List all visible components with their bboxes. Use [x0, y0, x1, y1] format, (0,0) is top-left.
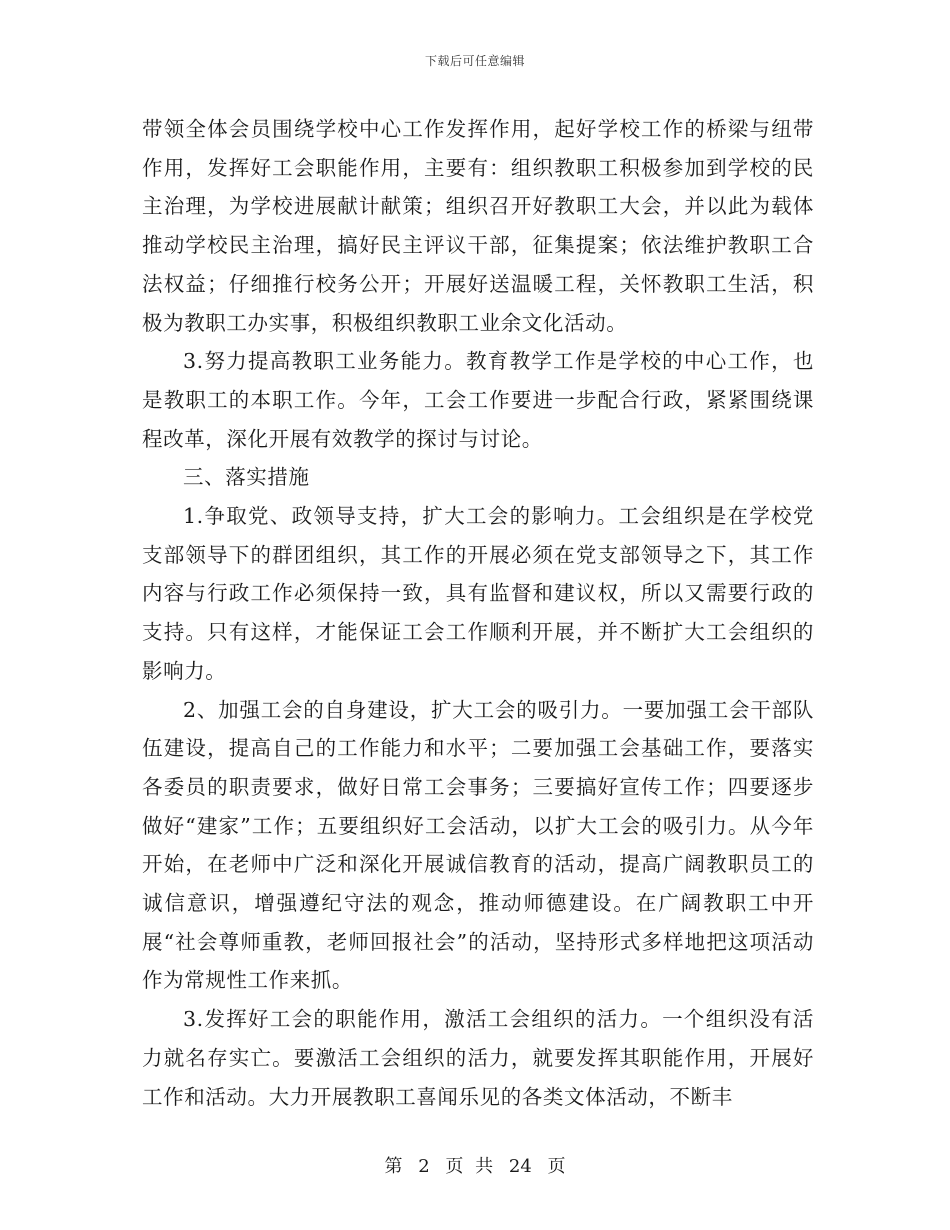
section-heading-measures: 三、落实措施	[183, 465, 310, 490]
footer-total-pages: 24	[508, 1156, 532, 1177]
footer-prefix: 第	[384, 1156, 403, 1177]
paragraph-item-3-business-ability: 3.努力提高教职工业务能力。教育教学工作是学校的中心工作，也是教职工的本职工作。今年，工会工作要进一步配合行政，紧紧围绕课程改革，深化开展有效教学的探讨与讨论。	[142, 349, 814, 451]
footer-current-page: 2	[418, 1156, 430, 1177]
paragraph-measure-3: 3.发挥好工会的职能作用，激活工会组织的活力。一个组织没有活力就名存实亡。要激活工会组织的活力，就要发挥其职能作用，开展好工作和活动。大力开展教职工喜闻乐见的各类文体活动，不断丰	[142, 1007, 814, 1109]
paragraph-measure-2: 2、加强工会的自身建设，扩大工会的吸引力。一要加强工会干部队伍建设，提高自己的工作能力和水平；二要加强工会基础工作，要落实各委员的职责要求，做好日常工会事务；三要搞好宣传工作；四要逐步做好“建家”工作；五要组织好工会活动，以扩大工会的吸引力。从今年开始，在老师中广泛和深化开展诚信教育的活动，提高广阔教职员工的诚信意识，增强遵纪守法的观念，推动师德建设。在广阔教职工中开展“社会尊师重教，老师回报社会”的活动，坚持形式多样地把这项活动作为常规性工作来抓。	[142, 697, 814, 993]
paragraph-measure-1: 1.争取党、政领导支持，扩大工会的影响力。工会组织是在学校党支部领导下的群团组织，其工作的开展必须在党支部领导之下，其工作内容与行政工作必须保持一致，具有监督和建议权，所以又需要行政的支持。只有这样，才能保证工会工作顺利开展，并不断扩大工会组织的影响力。	[142, 504, 814, 683]
footer-suffix: 页	[547, 1156, 566, 1177]
page-number-footer	[0, 1152, 950, 1178]
footer-middle: 页 共	[445, 1156, 494, 1177]
page-header-note: 下载后可任意编辑	[424, 54, 525, 68]
paragraph-continued: 带领全体会员围绕学校中心工作发挥作用，起好学校工作的桥梁与纽带作用，发挥好工会职能作用，主要有：组织教职工积极参加到学校的民主治理，为学校进展献计献策；组织召开好教职工大会，并以此为载体推动学校民主治理，搞好民主评议干部，征集提案；依法维护教职工合法权益；仔细推行校务公开；开展好送温暖工程，关怀教职工生活，积极为教职工办实事，积极组织教职工业余文化活动。	[142, 117, 814, 335]
document-body	[142, 110, 814, 1116]
